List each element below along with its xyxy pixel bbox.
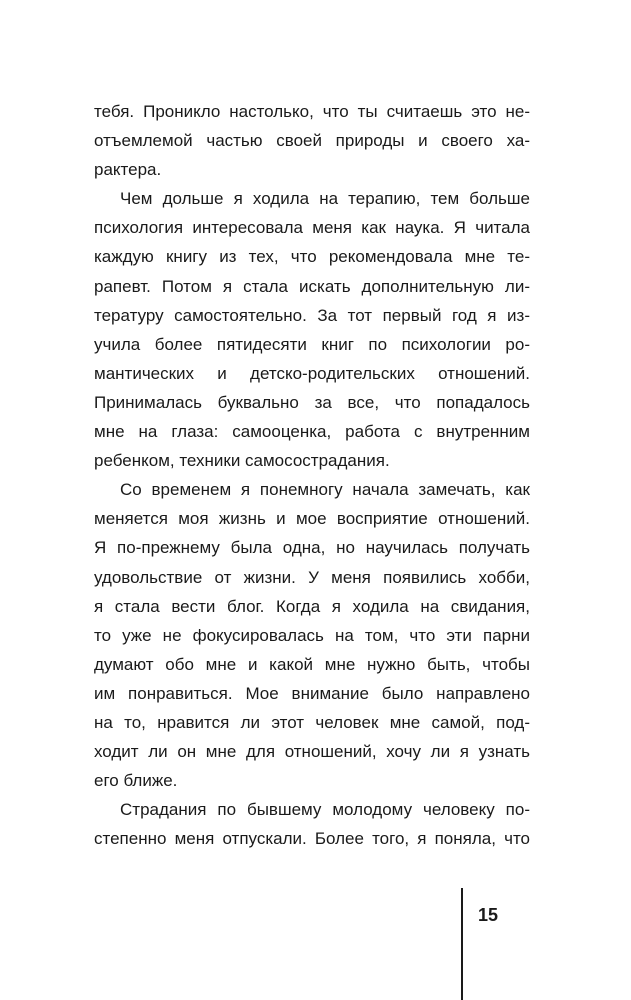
- text-line: то уже не фокусировалась на том, что эти парни: [94, 625, 530, 645]
- text-line: каждую книгу из тех, что рекомендовала мне те-: [94, 247, 530, 267]
- text-line: им понравиться. Мое внимание было направлено: [94, 683, 530, 703]
- text-line: мне на глаза: самооценка, работа с внутренним: [94, 422, 530, 442]
- text-line: Чем дольше я ходила на терапию, тем больше: [120, 189, 530, 209]
- text-line: Со временем я понемногу начала замечать, как: [120, 480, 530, 500]
- text-line: рактера.: [94, 160, 162, 180]
- body-text: [94, 97, 530, 853]
- text-line: отъемлемой частью своей природы и своего ха-: [94, 131, 530, 151]
- text-line: меняется моя жизнь и мое восприятие отношений.: [94, 509, 530, 529]
- text-line: удовольствие от жизни. У меня появились хобби,: [94, 567, 530, 587]
- text-line: Я по-прежнему была одна, но научилась получать: [94, 538, 530, 558]
- text-line: Страдания по бывшему молодому человеку по-: [120, 800, 530, 820]
- text-line: тебя. Проникло настолько, что ты считаешь это не-: [94, 102, 530, 121]
- text-line: психология интересовала меня как наука. Я читала: [94, 218, 530, 238]
- text-line: тературу самостоятельно. За тот первый год я из-: [94, 305, 530, 325]
- text-line: Принималась буквально за все, что попадалось: [94, 392, 530, 412]
- text-line: ходит ли он мне для отношений, хочу ли я узнать: [94, 742, 530, 762]
- text-line: учила более пятидесяти книг по психологии ро-: [94, 334, 530, 354]
- text-line: ребенком, техники самосострадания.: [94, 451, 390, 471]
- text-line: степенно меня отпускали. Более того, я поняла, что: [94, 829, 530, 849]
- page-number: 15: [478, 905, 499, 925]
- text-line: рапевт. Потом я стала искать дополнительную ли-: [94, 276, 530, 296]
- text-line: думают обо мне и какой мне нужно быть, чтобы: [94, 654, 530, 674]
- text-line: его ближе.: [94, 771, 178, 791]
- text-line: на то, нравится ли этот человек мне самой, под-: [94, 712, 530, 732]
- page-number-divider: [461, 888, 463, 1000]
- text-line: я стала вести блог. Когда я ходила на свидания,: [94, 596, 530, 616]
- text-line: мантических и детско-родительских отношений.: [94, 363, 530, 383]
